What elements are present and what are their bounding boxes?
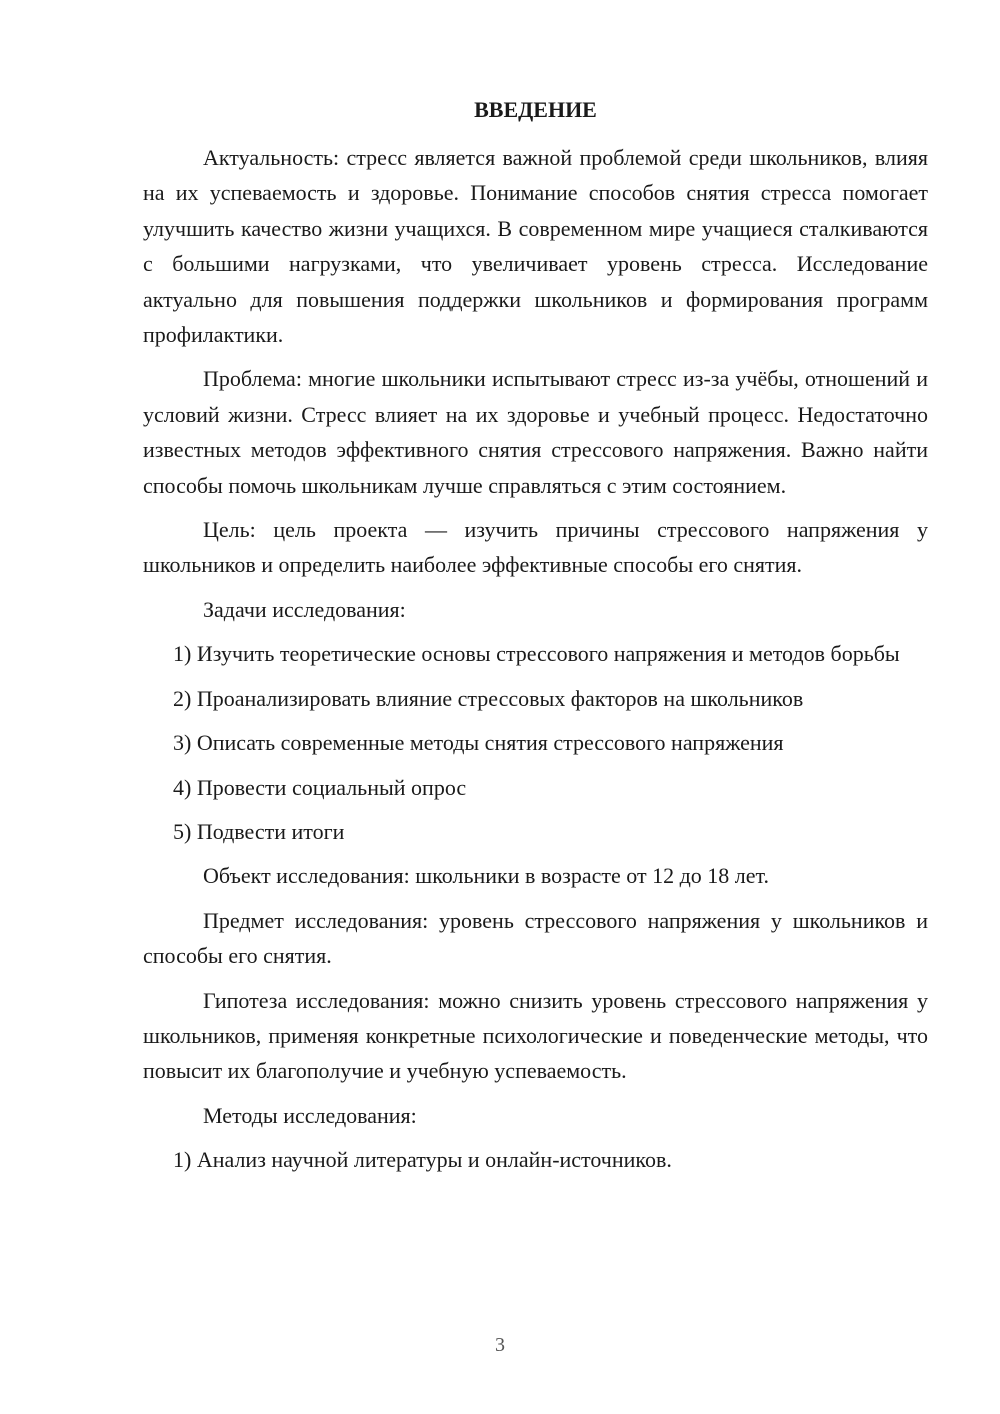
- task-item: 1) Изучить теоретические основы стрессового напряжения и методов борьбы: [173, 641, 900, 667]
- goal-paragraph: Цель: цель проекта — изучить причины стрессового напряжения у школьников и определить наиболее эффективные способы его снятия.: [143, 517, 928, 578]
- subject-paragraph: Предмет исследования: уровень стрессового напряжения у школьников и способы его снятия.: [143, 907, 928, 969]
- methods-heading: Методы исследования:: [203, 1102, 417, 1128]
- object-paragraph: Объект исследования: школьники в возрасте от 12 до 18 лет.: [203, 863, 769, 889]
- method-item: 1) Анализ научной литературы и онлайн-источников.: [173, 1147, 672, 1173]
- relevance-paragraph: Актуальность: стресс является важной проблемой среди школьников, влияя на их успеваемость и здоровье. Понимание способов снятия стресса помогает улучшить качество жизни учащихся. В современном мире учащиеся сталкиваются с большими нагрузками, что увеличивает уровень стресса. Исследование актуально для повышения поддержки школьников и формирования программ профилактики.: [143, 145, 928, 348]
- task-item: 4) Провести социальный опрос: [173, 774, 467, 800]
- document-page: [143, 96, 928, 1187]
- tasks-heading: Задачи исследования:: [203, 596, 406, 622]
- task-item: 2) Проанализировать влияние стрессовых факторов на школьников: [173, 685, 804, 711]
- hypothesis-paragraph: Гипотеза исследования: можно снизить уровень стрессового напряжения у школьников, применяя конкретные психологические и поведенческие методы, что повысит их благополучие и учебную успеваемость.: [143, 987, 928, 1084]
- page-title: ВВЕДЕНИЕ: [474, 97, 597, 122]
- problem-paragraph: Проблема: многие школьники испытывают стресс из-за учёбы, отношений и условий жизни. Стресс влияет на их здоровье и учебный процесс. Недостаточно известных методов эффективного снятия стрессового напряжения. Важно найти способы помочь школьникам лучше справляться с этим состоянием.: [143, 366, 928, 498]
- task-item: 3) Описать современные методы снятия стрессового напряжения: [173, 730, 784, 756]
- task-item: 5) Подвести итоги: [173, 818, 345, 844]
- page-number: 3: [495, 1334, 505, 1356]
